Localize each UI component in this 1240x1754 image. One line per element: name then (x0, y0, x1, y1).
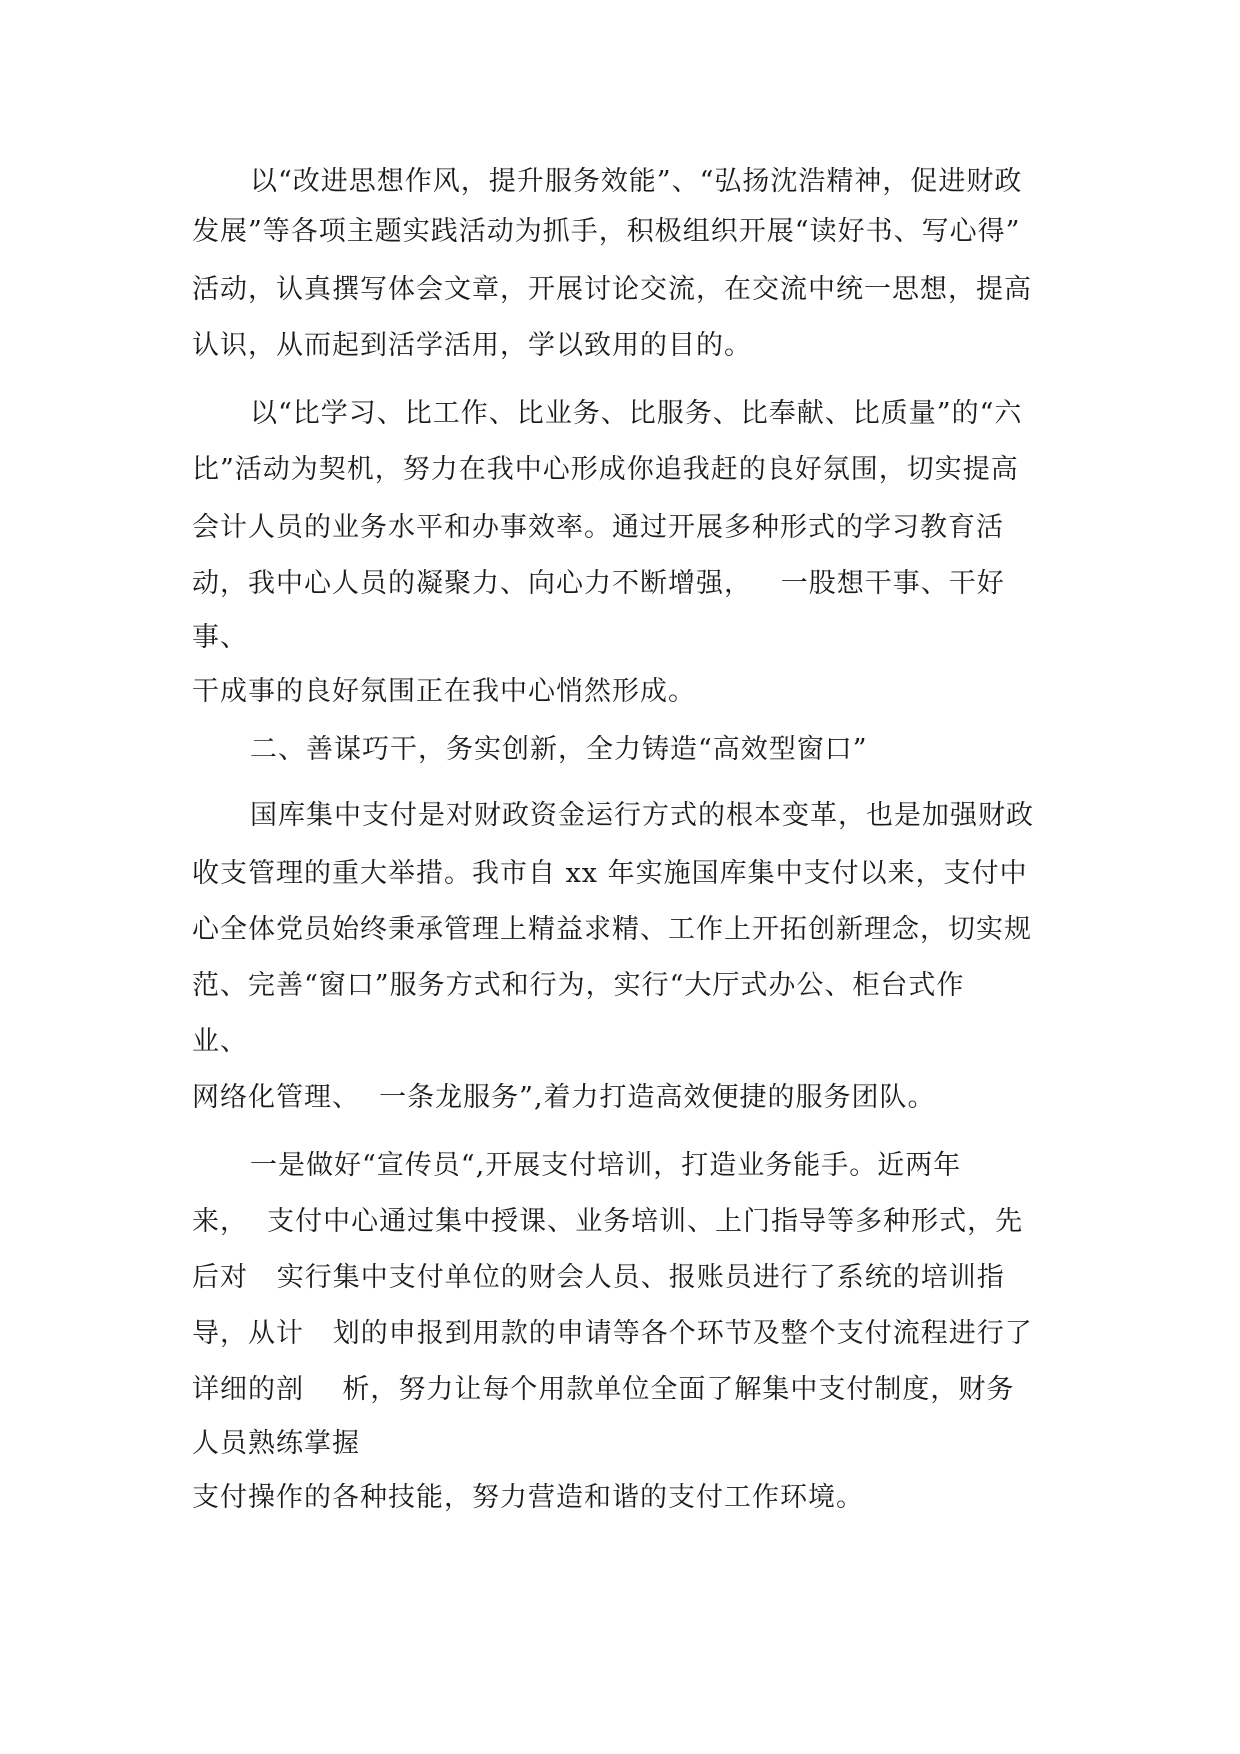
text-line: 国库集中支付是对财政资金运行方式的根本变革，也是加强财政 (250, 800, 1034, 831)
text-line: 会计人员的业务水平和办事效率。通过开展多种形式的学习教育活 (192, 512, 1004, 543)
text-line: 活动，认真撰写体会文章，开展讨论交流，在交流中统一思想，提高 (192, 274, 1032, 305)
text-line: 详细的剖 析，努力让每个用款单位全面了解集中支付制度，财务 (192, 1374, 1015, 1405)
text-line: 导，从计 划的申报到用款的申请等各个环节及整个支付流程进行了 (192, 1318, 1033, 1349)
text-line: 心全体党员始终秉承管理上精益求精、工作上开拓创新理念，切实规 (192, 914, 1032, 945)
text-line: 一是做好“宣传员“,开展支付培训，打造业务能手。近两年 (250, 1150, 962, 1181)
text-line: 以“比学习、比工作、比业务、比服务、比奉献、比质量”的“六 (250, 398, 1023, 429)
text-line: 支付操作的各种技能，努力营造和谐的支付工作环境。 (192, 1482, 864, 1513)
text-line: 发展”等各项主题实践活动为抓手，积极组织开展“读好书、写心得” (192, 216, 1021, 247)
text-line: 动，我中心人员的凝聚力、向心力不断增强， 一股想干事、干好 (192, 568, 1005, 599)
text-line: 比”活动为契机，努力在我中心形成你追我赶的良好氛围，切实提高 (192, 454, 1019, 485)
text-line: 事、 (192, 622, 248, 653)
text-line: 后对 实行集中支付单位的财会人员、报账员进行了系统的培训指 (192, 1262, 1005, 1293)
text-line: 以“改进思想作风，提升服务效能”、“弘扬沈浩精神，促进财政 (250, 166, 1023, 197)
text-line: 网络化管理、 一条龙服务”,着力打造高效便捷的服务团队。 (192, 1082, 936, 1113)
text-line: 业、 (192, 1026, 248, 1057)
text-line: 收支管理的重大举措。我市自 xx 年实施国库集中支付以来，支付中 (192, 858, 1028, 889)
section-heading: 二、善谋巧干，务实创新，全力铸造“高效型窗口” (250, 734, 868, 765)
text-line: 范、完善“窗口”服务方式和行为，实行“大厅式办公、柜台式作 (192, 970, 965, 1001)
text-line: 来， 支付中心通过集中授课、业务培训、上门指导等多种形式，先 (192, 1206, 1024, 1237)
text-line: 人员熟练掌握 (192, 1428, 360, 1459)
text-line: 干成事的良好氛围正在我中心悄然形成。 (192, 676, 696, 707)
text-line: 认识，从而起到活学活用，学以致用的目的。 (192, 330, 752, 361)
